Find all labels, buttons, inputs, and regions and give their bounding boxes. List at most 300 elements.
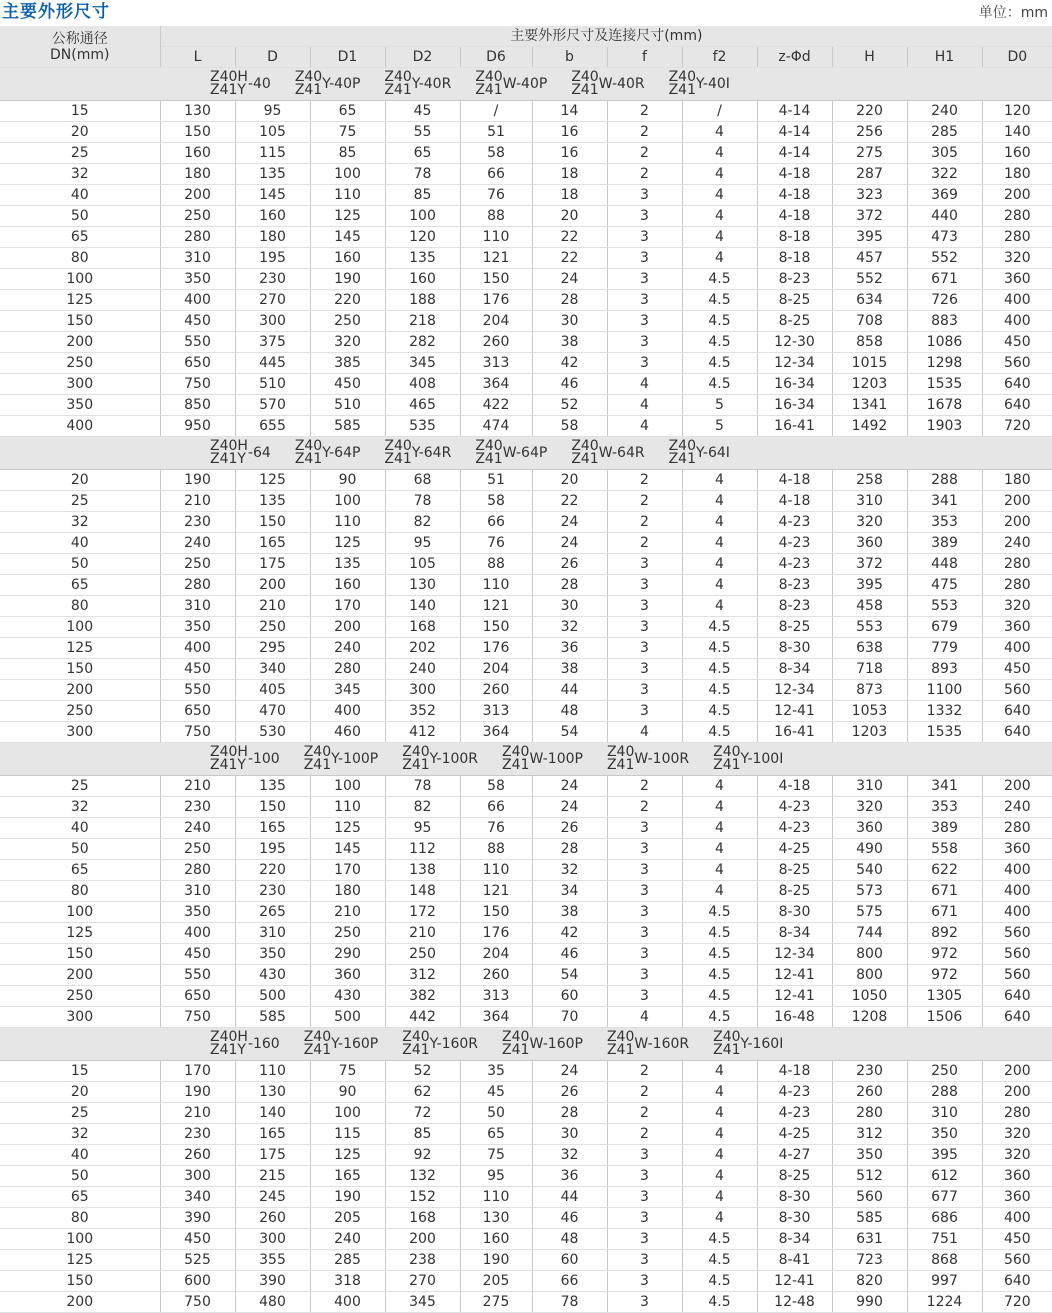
model-code <box>402 1031 478 1057</box>
table-cell: 240 <box>310 1229 385 1250</box>
table-cell: 4 <box>682 227 757 248</box>
table-cell: 210 <box>310 902 385 923</box>
table-row <box>0 944 1052 965</box>
table-row <box>0 332 1052 353</box>
table-cell: 2 <box>607 1103 682 1124</box>
table-cell: 450 <box>982 332 1052 353</box>
table-cell: 4-23 <box>757 533 832 554</box>
table-cell: 28 <box>532 839 607 860</box>
table-cell: 135 <box>235 491 310 512</box>
table-cell: 3 <box>607 269 682 290</box>
dimensions-table <box>0 26 1052 1313</box>
table-cell: 3 <box>607 680 682 701</box>
table-cell: 573 <box>832 881 907 902</box>
model-code-stack <box>571 440 598 466</box>
table-cell: 4-14 <box>757 101 832 122</box>
table-row <box>0 395 1052 416</box>
table-cell: 300 <box>385 680 460 701</box>
table-cell: 200 <box>982 512 1052 533</box>
table-cell: 78 <box>385 491 460 512</box>
model-code-stack <box>713 746 740 772</box>
model-code-bottom: Z41 <box>294 451 323 467</box>
table-cell: 4.5 <box>682 722 757 743</box>
model-code-top: Z40 <box>303 1029 332 1045</box>
table-cell: 288 <box>907 470 982 491</box>
table-row <box>0 776 1052 797</box>
table-cell: 160 <box>460 1229 532 1250</box>
table-cell: 400 <box>160 290 235 311</box>
model-code-bottom: Z41 <box>606 757 635 773</box>
table-cell: 288 <box>907 1082 982 1103</box>
column-header: D2 <box>385 47 460 68</box>
table-cell: 550 <box>160 332 235 353</box>
table-cell: 585 <box>310 416 385 437</box>
table-cell: 323 <box>832 185 907 206</box>
table-cell: 460 <box>310 722 385 743</box>
model-code <box>475 440 547 466</box>
table-cell: 16-41 <box>757 416 832 437</box>
table-cell: 190 <box>160 1082 235 1103</box>
table-cell: 180 <box>310 881 385 902</box>
table-cell: 4-27 <box>757 1145 832 1166</box>
model-code-bottom: Z41Y <box>210 757 246 773</box>
table-cell: 16-34 <box>757 395 832 416</box>
model-code <box>713 1031 783 1057</box>
table-cell: 622 <box>907 860 982 881</box>
table-cell: 180 <box>982 164 1052 185</box>
table-cell: 4 <box>682 1145 757 1166</box>
table-cell: 720 <box>982 1292 1052 1313</box>
table-cell: 280 <box>982 227 1052 248</box>
dn-cell: 32 <box>0 1124 160 1145</box>
table-cell: 250 <box>907 1061 982 1082</box>
table-cell: 50 <box>460 1103 532 1124</box>
table-cell: 72 <box>385 1103 460 1124</box>
model-code <box>571 440 644 466</box>
table-cell: 24 <box>532 797 607 818</box>
table-cell: 535 <box>385 416 460 437</box>
table-cell: 340 <box>235 659 310 680</box>
table-row <box>0 839 1052 860</box>
table-cell: 280 <box>160 860 235 881</box>
table-cell: 270 <box>385 1271 460 1292</box>
model-code <box>475 71 547 97</box>
table-cell: 110 <box>310 797 385 818</box>
table-cell: 240 <box>160 818 235 839</box>
model-code-suffix: Y-64I <box>696 445 730 461</box>
table-cell: 679 <box>907 617 982 638</box>
table-cell: 2 <box>607 164 682 185</box>
table-cell: 130 <box>385 575 460 596</box>
table-cell: 95 <box>385 533 460 554</box>
table-cell: 188 <box>385 290 460 311</box>
table-cell: 4 <box>682 122 757 143</box>
table-cell: 52 <box>385 1061 460 1082</box>
table-cell: 655 <box>235 416 310 437</box>
table-cell: 1224 <box>907 1292 982 1313</box>
table-cell: 744 <box>832 923 907 944</box>
table-cell: 32 <box>532 617 607 638</box>
table-cell: 230 <box>160 1124 235 1145</box>
table-cell: 341 <box>907 491 982 512</box>
table-cell: 76 <box>460 185 532 206</box>
table-cell: 4.5 <box>682 311 757 332</box>
table-cell: 560 <box>982 923 1052 944</box>
table-cell: 312 <box>832 1124 907 1145</box>
table-cell: 4-18 <box>757 776 832 797</box>
table-cell: 708 <box>832 311 907 332</box>
model-code-bottom: Z41Y <box>210 82 246 98</box>
table-cell: 1305 <box>907 986 982 1007</box>
table-cell: 422 <box>460 395 532 416</box>
table-cell: 4.5 <box>682 617 757 638</box>
dn-cell: 300 <box>0 1007 160 1028</box>
model-code-stack <box>210 746 248 772</box>
table-cell: 800 <box>832 965 907 986</box>
table-cell: 500 <box>310 1007 385 1028</box>
table-cell: 51 <box>460 470 532 491</box>
table-cell: 168 <box>385 617 460 638</box>
model-code-suffix: Y-64R <box>411 445 452 461</box>
table-cell: 8-25 <box>757 311 832 332</box>
dn-cell: 15 <box>0 101 160 122</box>
table-cell: 28 <box>532 290 607 311</box>
model-code-top: Z40H <box>210 1029 248 1045</box>
table-cell: 35 <box>460 1061 532 1082</box>
table-cell: 858 <box>832 332 907 353</box>
dn-cell: 250 <box>0 353 160 374</box>
table-cell: 442 <box>385 1007 460 1028</box>
table-row <box>0 269 1052 290</box>
table-cell: 671 <box>907 269 982 290</box>
table-cell: 175 <box>235 554 310 575</box>
table-cell: 4 <box>607 395 682 416</box>
table-row <box>0 311 1052 332</box>
table-cell: 176 <box>460 923 532 944</box>
dn-cell: 25 <box>0 143 160 164</box>
table-cell: 38 <box>532 332 607 353</box>
table-cell: 475 <box>907 575 982 596</box>
table-cell: 560 <box>832 1187 907 1208</box>
table-cell: 4.5 <box>682 986 757 1007</box>
table-cell: 160 <box>160 143 235 164</box>
model-code-suffix: W-100R <box>634 751 690 767</box>
table-cell: 4 <box>682 839 757 860</box>
table-cell: 1298 <box>907 353 982 374</box>
table-cell: 170 <box>310 596 385 617</box>
table-cell: 310 <box>907 1103 982 1124</box>
table-cell: 3 <box>607 839 682 860</box>
table-cell: 490 <box>832 839 907 860</box>
table-cell: 12-34 <box>757 944 832 965</box>
table-cell: 105 <box>385 554 460 575</box>
table-cell: 290 <box>310 944 385 965</box>
table-cell: 375 <box>235 332 310 353</box>
model-code-stack <box>210 1031 248 1057</box>
table-cell: 160 <box>982 143 1052 164</box>
table-cell: 320 <box>982 1124 1052 1145</box>
table-cell: 82 <box>385 797 460 818</box>
table-cell: 4.5 <box>682 1007 757 1028</box>
table-cell: 320 <box>982 596 1052 617</box>
model-code-top: Z40 <box>294 438 323 454</box>
table-cell: 210 <box>160 776 235 797</box>
table-cell: 78 <box>385 164 460 185</box>
table-cell: 85 <box>310 143 385 164</box>
table-cell: 893 <box>907 659 982 680</box>
model-code-suffix: -100 <box>247 751 280 767</box>
table-cell: 285 <box>907 122 982 143</box>
table-cell: 90 <box>310 1082 385 1103</box>
table-cell: 450 <box>160 659 235 680</box>
table-row <box>0 374 1052 395</box>
model-code-suffix: -160 <box>247 1036 280 1052</box>
table-cell: 4-23 <box>757 1103 832 1124</box>
table-row <box>0 143 1052 164</box>
model-header-row <box>0 1028 1052 1061</box>
table-cell: 3 <box>607 1166 682 1187</box>
table-cell: 892 <box>907 923 982 944</box>
table-cell: 400 <box>982 290 1052 311</box>
table-row <box>0 533 1052 554</box>
table-cell: 2 <box>607 1124 682 1145</box>
table-cell: 76 <box>460 818 532 839</box>
table-cell: 16-48 <box>757 1007 832 1028</box>
table-cell: 100 <box>385 206 460 227</box>
table-cell: 4 <box>682 776 757 797</box>
table-cell: 3 <box>607 353 682 374</box>
table-cell: 105 <box>235 122 310 143</box>
model-code-suffix: Y-100R <box>429 751 479 767</box>
dn-cell: 200 <box>0 1292 160 1313</box>
table-cell: 4 <box>682 1061 757 1082</box>
table-cell: 38 <box>532 659 607 680</box>
dn-cell: 25 <box>0 776 160 797</box>
table-cell: 36 <box>532 638 607 659</box>
table-cell: 345 <box>310 680 385 701</box>
table-row <box>0 575 1052 596</box>
table-cell: 12-48 <box>757 1292 832 1313</box>
model-code-stack <box>475 71 502 97</box>
table-cell: 345 <box>385 353 460 374</box>
table-row <box>0 290 1052 311</box>
table-cell: 180 <box>982 470 1052 491</box>
table-row <box>0 680 1052 701</box>
table-cell: 560 <box>982 353 1052 374</box>
table-cell: 360 <box>832 818 907 839</box>
table-cell: 575 <box>832 902 907 923</box>
table-row <box>0 1145 1052 1166</box>
table-cell: 16-34 <box>757 374 832 395</box>
table-cell: 640 <box>982 374 1052 395</box>
table-cell: 868 <box>907 1250 982 1271</box>
table-cell: 30 <box>532 1124 607 1145</box>
table-cell: 3 <box>607 965 682 986</box>
table-cell: 8-25 <box>757 860 832 881</box>
dn-cell: 400 <box>0 416 160 437</box>
table-cell: 4-18 <box>757 206 832 227</box>
table-cell: 14 <box>532 101 607 122</box>
dn-cell: 25 <box>0 491 160 512</box>
table-cell: 176 <box>460 638 532 659</box>
table-cell: 3 <box>607 986 682 1007</box>
model-code-bottom: Z41 <box>502 1042 530 1058</box>
model-code-top: Z40 <box>475 69 503 85</box>
table-cell: 260 <box>160 1145 235 1166</box>
table-cell: 110 <box>310 185 385 206</box>
table-cell: 450 <box>160 944 235 965</box>
table-cell: 4 <box>682 554 757 575</box>
table-cell: 110 <box>460 575 532 596</box>
table-cell: 28 <box>532 575 607 596</box>
table-cell: 400 <box>982 860 1052 881</box>
table-cell: 8-41 <box>757 1250 832 1271</box>
table-cell: 4 <box>682 470 757 491</box>
table-cell: 280 <box>982 554 1052 575</box>
table-row <box>0 1103 1052 1124</box>
table-cell: 726 <box>907 290 982 311</box>
dn-cell: 250 <box>0 701 160 722</box>
table-cell: 130 <box>235 1082 310 1103</box>
table-cell: 88 <box>460 554 532 575</box>
table-cell: 2 <box>607 512 682 533</box>
table-cell: 341 <box>907 776 982 797</box>
model-code <box>210 440 271 466</box>
table-cell: 24 <box>532 776 607 797</box>
model-code <box>210 746 280 772</box>
table-cell: 200 <box>310 617 385 638</box>
model-code <box>669 440 730 466</box>
table-cell: 3 <box>607 1271 682 1292</box>
model-code-top: Z40 <box>713 744 741 760</box>
table-row <box>0 638 1052 659</box>
table-cell: 250 <box>235 617 310 638</box>
table-cell: 4 <box>682 185 757 206</box>
table-cell: 1903 <box>907 416 982 437</box>
table-cell: 8-34 <box>757 923 832 944</box>
model-code-bottom: Z41 <box>502 757 530 773</box>
table-cell: 3 <box>607 575 682 596</box>
table-cell: 112 <box>385 839 460 860</box>
table-cell: 220 <box>235 860 310 881</box>
table-cell: 4.5 <box>682 680 757 701</box>
dn-header-unit: DN(mm) <box>50 46 110 63</box>
dn-cell: 32 <box>0 164 160 185</box>
model-code-stack <box>402 746 429 772</box>
table-cell: 360 <box>982 839 1052 860</box>
table-cell: 205 <box>310 1208 385 1229</box>
model-code-stack <box>210 440 248 466</box>
table-cell: 340 <box>160 1187 235 1208</box>
model-code <box>295 71 361 97</box>
table-cell: 2 <box>607 533 682 554</box>
table-cell: 280 <box>982 818 1052 839</box>
table-cell: 88 <box>460 206 532 227</box>
table-cell: 364 <box>460 1007 532 1028</box>
table-row <box>0 1208 1052 1229</box>
table-cell: 220 <box>832 101 907 122</box>
table-cell: / <box>682 101 757 122</box>
table-cell: 125 <box>310 206 385 227</box>
table-cell: 68 <box>385 470 460 491</box>
table-row <box>0 416 1052 437</box>
table-cell: 260 <box>460 965 532 986</box>
table-cell: 750 <box>160 722 235 743</box>
table-cell: 525 <box>160 1250 235 1271</box>
dn-cell: 80 <box>0 1208 160 1229</box>
table-cell: 400 <box>160 638 235 659</box>
table-cell: 313 <box>460 986 532 1007</box>
model-code-suffix: Y-100P <box>331 751 379 767</box>
table-row <box>0 1187 1052 1208</box>
dn-cell: 100 <box>0 269 160 290</box>
model-code-top: Z40 <box>668 69 696 85</box>
table-cell: 210 <box>160 491 235 512</box>
model-code-bottom: Z41 <box>475 82 503 98</box>
table-cell: 4 <box>682 512 757 533</box>
table-row <box>0 1007 1052 1028</box>
dn-cell: 80 <box>0 596 160 617</box>
table-cell: 300 <box>160 1166 235 1187</box>
table-cell: 3 <box>607 701 682 722</box>
dn-cell: 65 <box>0 1187 160 1208</box>
table-cell: 165 <box>310 1166 385 1187</box>
table-cell: 26 <box>532 1082 607 1103</box>
table-cell: 170 <box>310 860 385 881</box>
table-cell: 400 <box>160 923 235 944</box>
table-cell: 30 <box>532 311 607 332</box>
model-code-suffix: Y-40I <box>696 76 730 92</box>
model-code-bottom: Z41 <box>294 82 323 98</box>
model-code-top: Z40 <box>606 1029 635 1045</box>
table-row <box>0 701 1052 722</box>
table-cell: 8-30 <box>757 1187 832 1208</box>
table-cell: 4.5 <box>682 902 757 923</box>
table-cell: 48 <box>532 701 607 722</box>
table-cell: 718 <box>832 659 907 680</box>
table-cell: 42 <box>532 923 607 944</box>
table-cell: 160 <box>385 269 460 290</box>
table-row <box>0 1250 1052 1271</box>
table-cell: 250 <box>160 839 235 860</box>
table-cell: 640 <box>982 722 1052 743</box>
model-code-stack <box>384 71 411 97</box>
model-code-bottom: Z41 <box>384 82 412 98</box>
table-cell: 600 <box>160 1271 235 1292</box>
table-cell: 3 <box>607 248 682 269</box>
table-cell: 145 <box>310 227 385 248</box>
table-cell: 553 <box>907 596 982 617</box>
table-cell: 350 <box>160 617 235 638</box>
table-cell: 150 <box>235 797 310 818</box>
table-cell: 110 <box>310 512 385 533</box>
table-cell: 4 <box>682 1124 757 1145</box>
table-cell: 204 <box>460 659 532 680</box>
table-cell: 448 <box>907 554 982 575</box>
table-cell: 322 <box>907 164 982 185</box>
table-cell: 4 <box>682 596 757 617</box>
table-cell: 125 <box>235 470 310 491</box>
table-cell: 3 <box>607 1208 682 1229</box>
table-cell: 200 <box>982 491 1052 512</box>
table-cell: 16-41 <box>757 722 832 743</box>
table-cell: 640 <box>982 701 1052 722</box>
table-row <box>0 596 1052 617</box>
model-code-top: Z40 <box>571 69 599 85</box>
table-cell: 364 <box>460 722 532 743</box>
table-cell: 8-25 <box>757 290 832 311</box>
table-cell: 445 <box>235 353 310 374</box>
